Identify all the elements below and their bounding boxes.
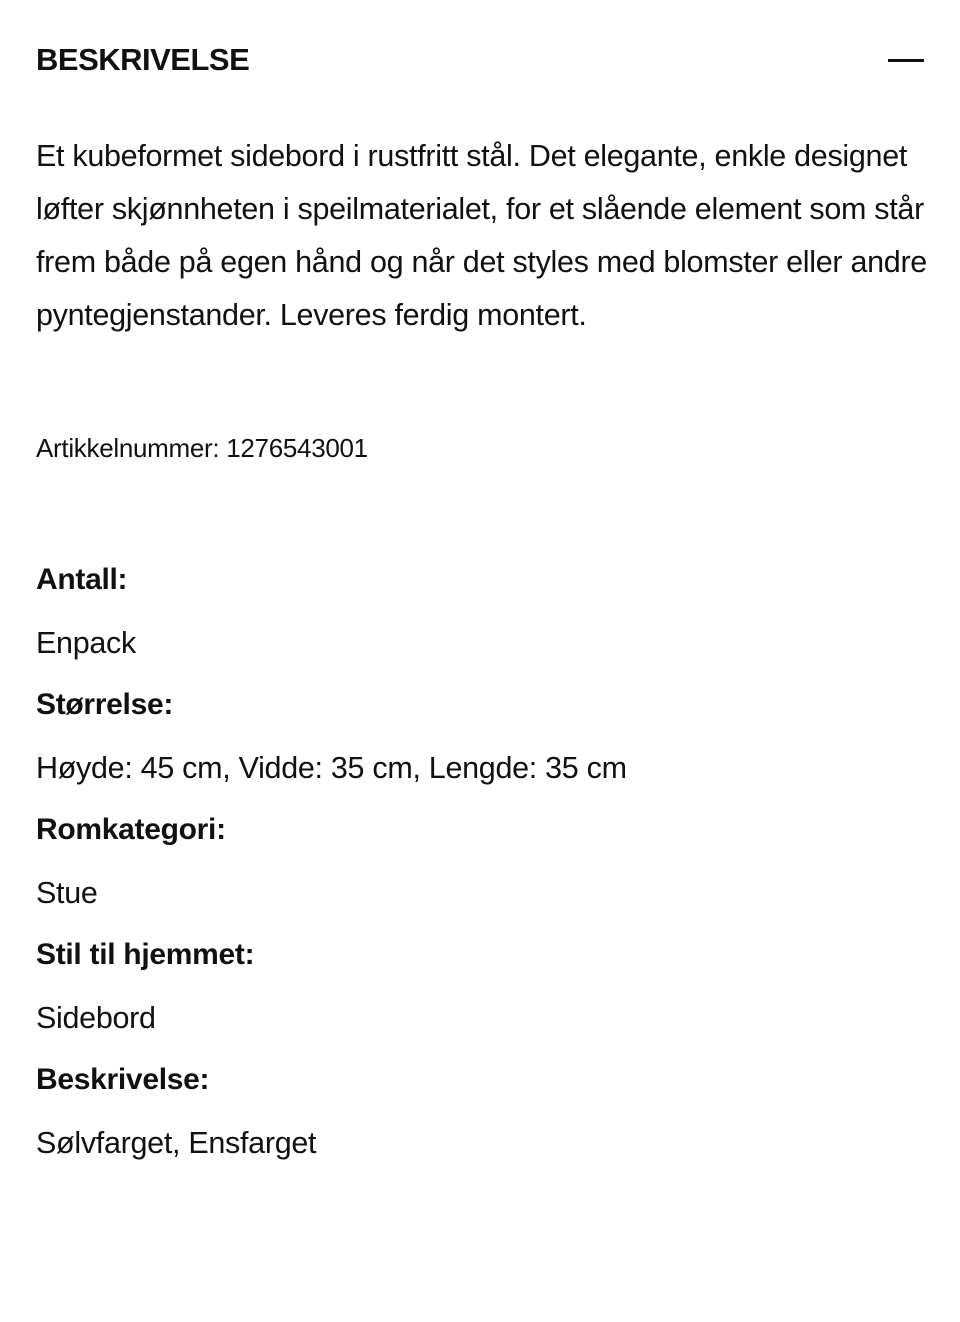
attribute-value: Høyde: 45 cm, Vidde: 35 cm, Lengde: 35 cm	[36, 751, 627, 785]
attribute-label: Beskrivelse:	[36, 1063, 210, 1096]
article-number: Artikkelnummer: 1276543001	[36, 433, 368, 463]
attribute-label: Romkategori:	[36, 813, 226, 846]
section-header[interactable]	[36, 38, 924, 82]
attribute-value: Enpack	[36, 626, 136, 660]
product-attributes	[36, 558, 916, 1165]
collapse-button[interactable]	[884, 40, 924, 80]
section-title: BESKRIVELSE	[36, 42, 250, 77]
attribute-value: Sølvfarget, Ensfarget	[36, 1126, 317, 1160]
attribute-description	[36, 1058, 916, 1165]
attribute-value: Sidebord	[36, 1001, 156, 1035]
attribute-size	[36, 683, 916, 790]
minus-icon	[888, 59, 924, 62]
attribute-home-style	[36, 933, 916, 1040]
attribute-label: Antall:	[36, 563, 128, 596]
attribute-room-category	[36, 808, 916, 915]
attribute-value: Stue	[36, 876, 98, 910]
attribute-label: Størrelse:	[36, 688, 174, 721]
attribute-label: Stil til hjemmet:	[36, 938, 255, 971]
product-description: Et kubeformet sidebord i rustfritt stål. Det elegante, enkle designet løfter skjønnheten i speilmaterialet, for et slående element som står frem både på egen hånd og når det styles med blomster eller andre pyntegjenstander. Leveres ferdig montert.	[36, 139, 927, 332]
attribute-quantity	[36, 558, 916, 665]
